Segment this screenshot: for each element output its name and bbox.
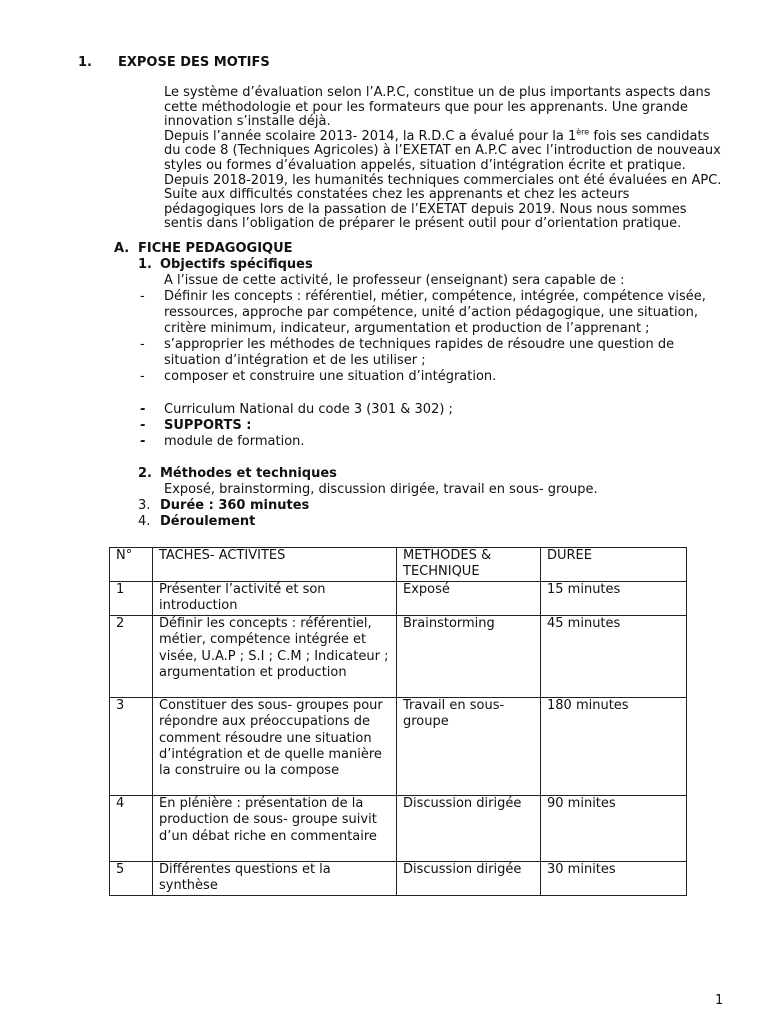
table-header-row bbox=[110, 548, 687, 582]
deroulement-number: 4. bbox=[138, 514, 151, 529]
row-number: 2 bbox=[110, 615, 153, 697]
intro-p2-start: Depuis l’année scolaire 2013- 2014, la R.D.C a évalué pour la 1 bbox=[164, 128, 577, 144]
intro-p2-end: fois ses candidats du code 8 (Techniques Agricoles) à l’EXETAT en A.P.C avec l’introduction de nouveaux styles ou formes d’évaluation appelés, situation d’intégration écrite et pratique. Depuis 2018-2019, les humanités techniques commerciales ont été évaluées en APC. Suite aux difficultés constatées chez les apprenants et chez les acteurs pédagogiques lors de la passation de l’EXETAT depuis 2019. Nous nous sommes sentis dans l’obligation de préparer le présent outil pour d’orientation pratique. bbox=[164, 128, 722, 232]
row-method bbox=[397, 615, 541, 697]
task-line: métier, compétence intégrée et bbox=[159, 632, 367, 648]
methods-number: 2. bbox=[138, 466, 152, 481]
bullet-dash: - bbox=[140, 434, 146, 449]
method-line: Discussion dirigée bbox=[403, 795, 522, 811]
row-task bbox=[153, 861, 397, 895]
header-methodes-line-1: METHODES & bbox=[403, 548, 492, 563]
bullet-dash: - bbox=[140, 337, 145, 352]
table-row bbox=[110, 795, 687, 861]
intro-paragraph-1: Le système d’évaluation selon l’A.P.C, constitue un de plus importants aspects dans cette méthodologie et pour les formateurs que pour les apprenants. Une grande innovation s’installe déjà. bbox=[164, 85, 711, 130]
objective-item-2-line-1: s’approprier les méthodes de techniques rapides de résoudre une question de bbox=[164, 337, 675, 352]
objectives-title: Objectifs spécifiques bbox=[160, 257, 313, 272]
row-duration: 90 minites bbox=[541, 795, 687, 861]
fiche-title: FICHE PEDAGOGIQUE bbox=[138, 241, 293, 256]
intro-p2-superscript: ère bbox=[576, 127, 590, 137]
intro-paragraph-2 bbox=[70, 127, 722, 232]
task-line: d’intégration et de quelle manière bbox=[159, 747, 382, 763]
method-line: groupe bbox=[403, 714, 449, 730]
row-number: 4 bbox=[110, 795, 153, 861]
task-line: d’un débat riche en commentaire bbox=[159, 828, 377, 844]
row-task bbox=[153, 615, 397, 697]
row-number: 1 bbox=[110, 582, 153, 616]
row-number: 3 bbox=[110, 697, 153, 795]
row-duration: 15 minutes bbox=[541, 582, 687, 616]
duration-number: 3. bbox=[138, 498, 151, 513]
methods-text: Exposé, brainstorming, discussion dirigée, travail en sous- groupe. bbox=[164, 482, 598, 497]
row-duration: 30 minites bbox=[541, 861, 687, 895]
row-method bbox=[397, 582, 541, 616]
header-taches: TACHES- ACTIVITES bbox=[153, 548, 397, 582]
task-line: argumentation et production bbox=[159, 665, 347, 681]
support-item-2: SUPPORTS : bbox=[164, 418, 252, 433]
row-number: 5 bbox=[110, 861, 153, 895]
methods-title: Méthodes et techniques bbox=[160, 466, 337, 481]
objective-item-1-line-3: critère minimum, indicateur, argumentation et production de l’apprenant ; bbox=[164, 321, 650, 336]
row-duration: 45 minutes bbox=[541, 615, 687, 697]
objective-item-1-line-1: Définir les concepts : référentiel, métier, compétence, intégrée, compétence visée, bbox=[164, 289, 706, 304]
row-method bbox=[397, 795, 541, 861]
method-line: Travail en sous- bbox=[403, 697, 505, 713]
task-line: Définir les concepts : référentiel, bbox=[159, 615, 372, 631]
bullet-dash: - bbox=[140, 402, 146, 417]
bullet-dash: - bbox=[140, 418, 146, 433]
task-line: synthèse bbox=[159, 878, 218, 894]
table-row bbox=[110, 582, 687, 616]
table-row bbox=[110, 697, 687, 795]
row-task bbox=[153, 582, 397, 616]
task-line: comment résoudre une situation bbox=[159, 730, 372, 746]
section-number: 1. bbox=[78, 55, 92, 70]
duration-text: Durée : 360 minutes bbox=[160, 498, 310, 513]
activities-table bbox=[109, 547, 687, 896]
page-number: 1 bbox=[715, 993, 724, 1008]
bullet-dash: - bbox=[140, 289, 145, 304]
method-line: Discussion dirigée bbox=[403, 861, 522, 877]
objectives-number: 1. bbox=[138, 257, 152, 272]
intro-text bbox=[70, 86, 722, 232]
task-line: visée, U.A.P ; S.I ; C.M ; Indicateur ; bbox=[159, 648, 389, 664]
support-item-1: Curriculum National du code 3 (301 & 302) ; bbox=[164, 402, 453, 417]
bullet-dash: - bbox=[140, 369, 145, 384]
task-line: Présenter l’activité et son bbox=[159, 582, 326, 597]
table-row bbox=[110, 615, 687, 697]
header-duree: DUREE bbox=[541, 548, 687, 582]
row-task bbox=[153, 795, 397, 861]
header-methodes-line-2: TECHNIQUE bbox=[403, 564, 480, 580]
objective-item-1-line-2: ressources, approche par compétence, unité d’action pédagogique, une situation, bbox=[164, 305, 698, 320]
task-line: introduction bbox=[159, 598, 238, 614]
objectives-intro: A l’issue de cette activité, le professeur (enseignant) sera capable de : bbox=[164, 273, 625, 288]
table-row bbox=[110, 861, 687, 895]
task-line: Constituer des sous- groupes pour bbox=[159, 697, 383, 713]
row-method bbox=[397, 697, 541, 795]
row-method bbox=[397, 861, 541, 895]
objective-item-2-line-2: situation d’intégration et de les utiliser ; bbox=[164, 353, 426, 368]
task-line: la construire ou la compose bbox=[159, 763, 340, 779]
row-task bbox=[153, 697, 397, 795]
task-line: En plénière : présentation de la bbox=[159, 795, 364, 811]
method-line: Brainstorming bbox=[403, 615, 495, 631]
deroulement-title: Déroulement bbox=[160, 514, 256, 529]
section-title: EXPOSE DES MOTIFS bbox=[118, 55, 270, 70]
support-item-3: module de formation. bbox=[164, 434, 305, 449]
row-duration: 180 minutes bbox=[541, 697, 687, 795]
header-number: N° bbox=[110, 548, 153, 582]
method-line: Exposé bbox=[403, 582, 450, 597]
task-line: répondre aux préoccupations de bbox=[159, 714, 371, 730]
header-methodes bbox=[397, 548, 541, 582]
fiche-marker: A. bbox=[114, 241, 130, 256]
task-line: Différentes questions et la bbox=[159, 861, 331, 877]
objective-item-3-line-1: composer et construire une situation d’intégration. bbox=[164, 369, 497, 384]
task-line: production de sous- groupe suivit bbox=[159, 812, 377, 828]
